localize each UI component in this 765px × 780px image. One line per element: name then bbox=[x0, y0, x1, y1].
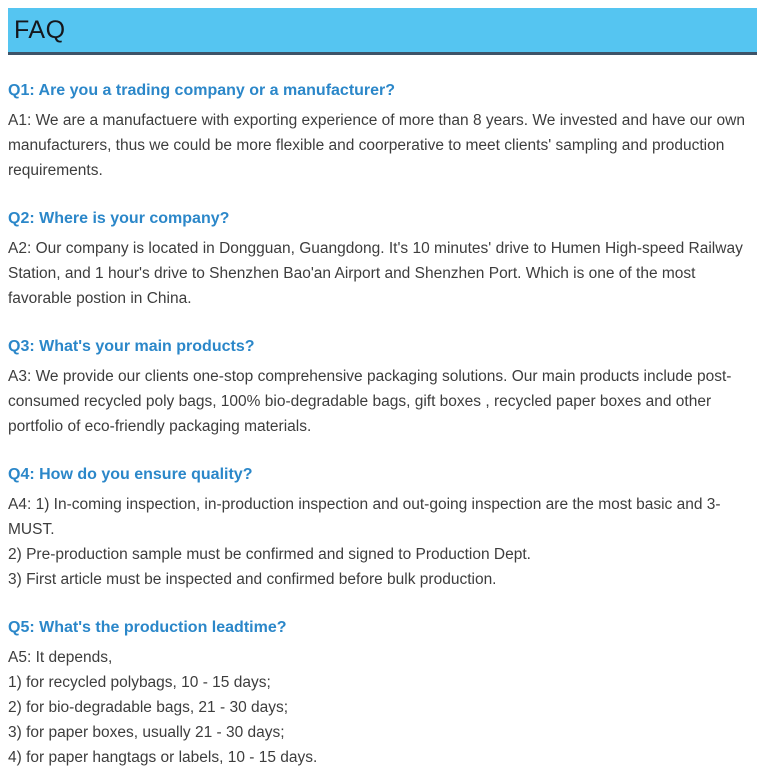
answer-line: 1) for recycled polybags, 10 - 15 days; bbox=[8, 674, 271, 691]
answer-line: 3) First article must be inspected and confirmed before bulk production. bbox=[8, 571, 497, 588]
faq-item bbox=[8, 337, 757, 439]
faq-answer bbox=[8, 364, 757, 439]
answer-line: A2: Our company is located in Dongguan, Guangdong. It's 10 minutes' drive to Humen High-speed Railway Station, and 1 hour's drive to Shenzhen Bao'an Airport and Shenzhen Port. Which is one of the most favorable postion in China. bbox=[8, 240, 743, 307]
faq-answer bbox=[8, 645, 757, 770]
answer-line: 2) for bio-degradable bags, 21 - 30 days; bbox=[8, 699, 289, 716]
faq-question: Q4: How do you ensure quality? bbox=[8, 466, 253, 483]
faq-answer bbox=[8, 236, 757, 311]
faq-question: Q1: Are you a trading company or a manufacturer? bbox=[8, 82, 396, 99]
answer-line: A5: It depends, bbox=[8, 649, 113, 666]
answer-line: A4: 1) In-coming inspection, in-production inspection and out-going inspection are the most basic and 3-MUST. bbox=[8, 496, 721, 538]
faq-item bbox=[8, 81, 757, 183]
answer-line: 3) for paper boxes, usually 21 - 30 days; bbox=[8, 724, 285, 741]
faq-answer bbox=[8, 492, 757, 592]
answer-line: A3: We provide our clients one-stop comprehensive packaging solutions. Our main products include post-consumed recycled poly bags, 100% bio-degradable bags, gift boxes , recycled paper boxes and other portfolio of eco-friendly packaging materials. bbox=[8, 368, 732, 435]
faq-answer bbox=[8, 108, 757, 183]
faq-item bbox=[8, 465, 757, 592]
answer-line: A1: We are a manufactuere with exporting experience of more than 8 years. We invested and have our own manufacturers, thus we could be more flexible and coorperative to meet clients' sampling and production requirements. bbox=[8, 112, 745, 179]
faq-question: Q2: Where is your company? bbox=[8, 210, 230, 227]
faq-section-title: FAQ bbox=[14, 15, 66, 44]
faq-item bbox=[8, 618, 757, 770]
faq-list bbox=[8, 81, 757, 770]
faq-section-header bbox=[8, 8, 757, 55]
answer-line: 2) Pre-production sample must be confirmed and signed to Production Dept. bbox=[8, 546, 531, 563]
faq-question: Q5: What's the production leadtime? bbox=[8, 619, 287, 636]
faq-question: Q3: What's your main products? bbox=[8, 338, 255, 355]
answer-line: 4) for paper hangtags or labels, 10 - 15 days. bbox=[8, 749, 318, 766]
faq-item bbox=[8, 209, 757, 311]
